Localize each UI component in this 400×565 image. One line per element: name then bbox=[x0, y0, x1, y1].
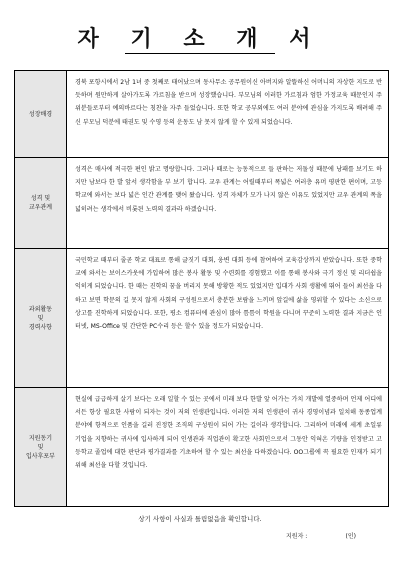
seal-mark: (인) bbox=[345, 533, 356, 540]
section-label bbox=[15, 388, 67, 506]
section-label-line: 교우관계 bbox=[28, 204, 53, 211]
signature-line bbox=[286, 531, 356, 540]
section-row-personality bbox=[15, 158, 388, 249]
document-title: 자 기 소 개 서 bbox=[77, 27, 323, 52]
section-text: 현실에 급급하게 살기 보다는 오래 일할 수 있는 곳에서 미래 보다 한발 앞 어가는 가치 개발에 열중하며 언제 어디에서든 항상 필요한 사람이 되자는 것이 저의 인생관입니다. 이러한 저의 인생관이 귀사 경영이념과 일치해 동종업계 분야에 항적으로 인품을 길러 진정한 조직의 구성원이 되어 가는 길이라 생각합니다. 그리하여 미래에 세계 초일류 기업을 지향하는 귀사에 입사하게 되어 인생관과 직업관이 확고한 사회인으로서 그동안 익혀온 기량을 인정받고 고등학교 졸업에 대한 판단과 평가결과를 기초하여 할 수 있는 최선을 다하겠습니다. OO그룹에 꼭 필요한 인재가 되기 위해 최선을 다할 것입니다. bbox=[75, 396, 382, 470]
section-label-line: 경력사항 bbox=[28, 323, 53, 331]
confirmation-statement: 상기 사항이 사실과 틀림없음을 확인합니다. bbox=[138, 515, 262, 523]
section-label-line: 및 bbox=[37, 314, 44, 322]
section-label-line: 지원동기 bbox=[28, 434, 53, 442]
self-introduction-table bbox=[14, 70, 389, 507]
section-label-line: 및 bbox=[37, 443, 44, 451]
section-label-line: 성격 및 bbox=[30, 195, 51, 202]
section-label-line: 과외활동 bbox=[28, 305, 53, 313]
applicant-label: 지원자 : bbox=[286, 533, 308, 540]
section-text: 경북 포항시에서 2남 1녀 중 첫째로 태어났으며 동사무소 공무원이신 아버지와 알뜰하신 어머니의 자상한 지도로 반듯하며 원만하게 살아가도록 가르침을 받으며 성장했습니다. 부모님의 이러한 가르침과 엄한 가정교육 때문인지 주위분들로부터 예의바르다는 칭찬을 자주 들었습니다. 또한 학교 공부외에도 여러 분야에 관심을 가지도록 배려해 주신 부모님 덕분에 태권도 및 수영 등의 운동도 남 못지 않게 할 수 있게 되었습니다. bbox=[75, 79, 382, 126]
section-row-activities bbox=[15, 249, 388, 388]
section-row-background bbox=[15, 71, 388, 158]
section-row-motivation bbox=[15, 388, 388, 506]
section-text: 성격은 매사에 적극한 편인 밝고 명랑합니다. 그러나 때로는 능동적으로 들 판하는 저돌성 때문에 낭패를 보기도 하지만 남보다 한 발 앞서 생각함을 부 보기 합니다. 교우 관계는 어릴때부터 폭넓은 여러층 유머 평판한 편이며, 고등학교에 와서는 보다 넓은 인간 관계를 맺어 왔습니다. 성격 자체가 모가 나지 않은 이유도 있었지만 교우 관계의 폭을 넓히려는 생각에서 비롯된 노력의 결과라 하겠습니다. bbox=[75, 166, 382, 213]
section-label bbox=[15, 71, 67, 157]
section-label-line: 성장배경 bbox=[28, 110, 53, 118]
title-underline bbox=[125, 53, 275, 54]
section-label-line: 입사후포부 bbox=[26, 452, 55, 460]
section-text: 국민학교 때부터 줄곧 학교 대표로 통해 글짓기 대회, 웅변 대회 등에 참여하여 교육감상까지 받았습니다. 또한 중학교에 와서는 보이스카웃에 가입하여 많은 봉사 활동 및 수련회를 경험했고 이를 통해 봉사와 극기 정신 및 리더쉽을 익히게 되었습니다. 한 때는 진학의 꿈을 버리지 못해 방황한 적도 있었지만 입대가 사회 생활에 뛰어 들어 최선을 다하고 보면 학문의 길 못지 않게 사회의 구성원으로서 충분한 보람을 느끼며 앞길에 삶을 영위할 수 있다는 소신으로 상고를 진학하게 되었습니다. 또한, 평소 컴퓨터에 관심이 많아 틈틈이 학원을 다니며 꾸준히 노력한 결과 지금은 인터넷, MS-Office 및 간단한 PC수리 등은 할수 있을 정도가 되었습니다. bbox=[75, 257, 382, 331]
section-label bbox=[15, 249, 67, 387]
section-label bbox=[15, 158, 67, 248]
